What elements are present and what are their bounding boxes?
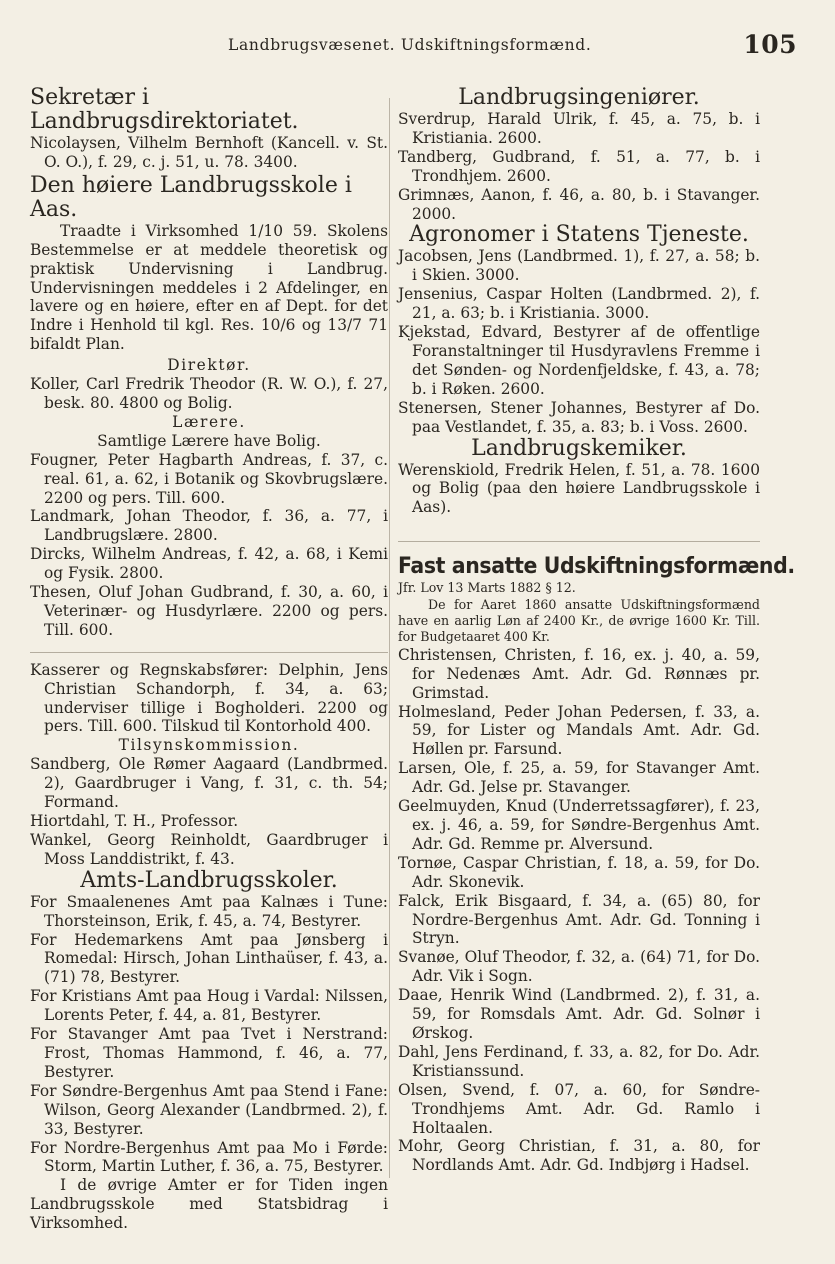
entry-hiortdahl: Hiortdahl, T. H., Professor. — [30, 812, 239, 830]
aas-heading: Den høiere Landbrugsskole i Aas. — [30, 172, 352, 222]
entry-grimnaes: Grimnæs, Aanon, f. 46, a. 80, b. i Stavanger. 2000. — [398, 185, 760, 223]
entry-tornoe: Tornøe, Caspar Christian, f. 18, a. 59, for Do. Adr. Skonevik. — [398, 853, 760, 891]
fast-heading: Fast ansatte Udskiftningsformænd. — [398, 554, 795, 580]
entry-sondre-bergenhus: For Søndre-Bergenhus Amt paa Stend i Fane: Wilson, Georg Alexander (Landbrmed. 2), f. 33, Bestyrer. — [30, 1081, 388, 1138]
ingenior-heading: Landbrugsingeniører. — [458, 85, 700, 110]
entry-hedemarken: For Hedemarkens Amt paa Jønsberg i Romedal: Hirsch, Johan Linthaüser, f. 43, a. (71) 78, Bestyrer. — [30, 930, 388, 987]
amts-heading: Amts-Landbrugsskoler. — [80, 867, 338, 893]
agronomer-heading: Agronomer i Statens Tjeneste. — [409, 222, 749, 248]
entry-landmark: Landmark, Johan Theodor, f. 36, a. 77, i Landbrugslære. 2800. — [30, 507, 388, 545]
entry-svanoe: Svanøe, Oluf Theodor, f. 32, a. (64) 71, for Do. Adr. Vik i Sogn. — [398, 948, 760, 986]
entry-daae: Daae, Henrik Wind (Landbrmed. 2), f. 31, a. 59, for Romsdals Amt. Adr. Gd. Solnør i Ørskog. — [398, 986, 760, 1042]
entry-larsen: Larsen, Ole, f. 25, a. 59, for Stavanger Amt. Adr. Gd. Jelse pr. Stavanger. — [398, 759, 760, 797]
entry-geelmuyden: Geelmuyden, Knud (Underretssagfører), f. 23, ex. j. 46, a. 59, for Søndre-Bergenhus Amt. Adr. Gd. Remme pr. Alversund. — [398, 797, 760, 853]
laerere-note: Samtlige Lærere have Bolig. — [97, 431, 321, 450]
page-header — [30, 30, 805, 64]
left-column — [30, 86, 388, 1233]
ovrige-note: I de øvrige Amter er for Tiden ingen Landbrugsskole med Statsbidrag i Virksomhed. — [30, 1176, 388, 1233]
tilsyn-heading: Tilsynskommission. — [118, 736, 300, 755]
entry-nordre-bergenhus: For Nordre-Bergenhus Amt paa Mo i Førde: Storm, Martin Luther, f. 36, a. 75, Bestyrer. — [30, 1138, 388, 1176]
entry-wankel: Wankel, Georg Reinholdt, Gaardbruger i Moss Landdistrikt, f. 43. — [30, 830, 388, 868]
entry-werenskiold: Werenskiold, Fredrik Helen, f. 51, a. 78. 1600 og Bolig (paa den høiere Landbrugsskole i Aas). — [398, 460, 760, 517]
fast-note: De for Aaret 1860 ansatte Udskiftningsformænd have en aarlig Løn af 2400 Kr., de øvrige 1600 Kr. Till. for Budgetaaret 400 Kr. — [398, 596, 760, 645]
kemiker-heading: Landbrugskemiker. — [471, 435, 687, 461]
column-divider — [389, 98, 390, 1178]
entry-koller: Koller, Carl Fredrik Theodor (R. W. O.), f. 27, besk. 80. 4800 og Bolig. — [30, 375, 388, 412]
entry-dircks: Dircks, Wilhelm Andreas, f. 42, a. 68, i Kemi og Fysik. 2800. — [30, 545, 388, 583]
entry-stenersen: Stenersen, Stener Johannes, Bestyrer af Do. paa Vestlandet, f. 35, a. 83; b. i Voss. 2600. — [398, 398, 760, 436]
entry-kristians: For Kristians Amt paa Houg i Vardal: Nilssen, Lorents Peter, f. 44, a. 81, Bestyrer. — [30, 987, 388, 1025]
running-head: Landbrugsvæsenet. Udskiftningsformænd. — [228, 36, 592, 54]
entry-dahl: Dahl, Jens Ferdinand, f. 33, a. 82, for Do. Adr. Kristianssund. — [398, 1042, 760, 1080]
entry-jacobsen: Jacobsen, Jens (Landbrmed. 1), f. 27, a. 58; b. i Skien. 3000. — [398, 247, 760, 285]
entry-stavanger: For Stavanger Amt paa Tvet i Nerstrand: Frost, Thomas Hammond, f. 46, a. 77, Bestyrer. — [30, 1025, 388, 1081]
fast-reference: Jfr. Lov 13 Marts 1882 § 12. — [398, 580, 576, 596]
entry-falck: Falck, Erik Bisgaard, f. 34, a. (65) 80, for Nordre-Bergenhus Amt. Adr. Gd. Tonning i Stryn. — [398, 891, 760, 948]
aas-description: Traadte i Virksomhed 1/10 59. Skolens Bestemmelse er at meddele theoretisk og praktisk Undervisning i Landbrug. Undervisningen meddeles i 2 Afdelinger, en lavere og en høiere, efter en af Dept. for det Indre i Henhold til kgl. Res. 10/6 og 13/7 71 bifaldt Plan. — [30, 221, 388, 354]
entry-fougner: Fougner, Peter Hagbarth Andreas, f. 37, c. real. 61, a. 62, i Botanik og Skovbrugslære. 2200 og pers. Till. 600. — [30, 450, 388, 507]
entry-nicolaysen: Nicolaysen, Vilhelm Bernhoft (Kancell. v. St. O. O.), f. 29, c. j. 51, u. 78. 3400. — [30, 134, 388, 171]
entry-holmesland: Holmesland, Peder Johan Pedersen, f. 33, a. 59, for Lister og Mandals Amt. Adr. Gd. Høllen pr. Farsund. — [398, 702, 760, 759]
entry-tandberg: Tandberg, Gudbrand, f. 51, a. 77, b. i Trondhjem. 2600. — [398, 147, 760, 185]
entry-sverdrup: Sverdrup, Harald Ulrik, f. 45, a. 75, b. i Kristiania. 2600. — [398, 110, 760, 147]
section-rule — [398, 541, 760, 542]
entry-smaalenene: For Smaalenenes Amt paa Kalnæs i Tune: Thorsteinson, Erik, f. 45, a. 74, Bestyrer. — [30, 892, 388, 930]
entry-jensenius: Jensenius, Caspar Holten (Landbrmed. 2), f. 21, a. 63; b. i Kristiania. 3000. — [398, 285, 760, 323]
entry-kasserer: Kasserer og Regnskabsfører: Delphin, Jens Christian Schandorph, f. 34, a. 63; underviser tillige i Bogholderi. 2200 og pers. Till. 600. Tilskud til Kontorhold 400. — [30, 660, 388, 736]
entry-kjekstad: Kjekstad, Edvard, Bestyrer af de offentlige Foranstaltninger til Husdyravlens Fremme i det Sønden- og Nordenfjeldske, f. 43, a. 78; b. i Røken. 2600. — [398, 323, 760, 398]
right-column — [398, 85, 795, 1175]
entry-thesen: Thesen, Oluf Johan Gudbrand, f. 30, a. 60, i Veterinær- og Husdyrlære. 2200 og pers. Till. 600. — [30, 583, 388, 639]
laerere-heading: Lærere. — [172, 412, 246, 431]
direktor-heading: Direktør. — [167, 356, 251, 375]
entry-olsen: Olsen, Svend, f. 07, a. 60, for Søndre-Trondhjems Amt. Adr. Gd. Ramlo i Holtaalen. — [398, 1080, 760, 1137]
sekretaer-heading: Sekretær i Landbrugsdirektoriatet. — [30, 85, 299, 134]
entry-sandberg: Sandberg, Ole Rømer Aagaard (Landbrmed. 2), Gaardbruger i Vang, f. 31, c. th. 54; Formand. — [30, 755, 388, 812]
section-rule — [30, 652, 388, 653]
page-number: 105 — [743, 30, 797, 59]
entry-christensen: Christensen, Christen, f. 16, ex. j. 40, a. 59, for Nedenæs Amt. Adr. Gd. Rønnæs pr. Grimstad. — [398, 645, 760, 702]
entry-mohr: Mohr, Georg Christian, f. 31, a. 80, for Nordlands Amt. Adr. Gd. Indbjørg i Hadsel. — [398, 1137, 760, 1175]
